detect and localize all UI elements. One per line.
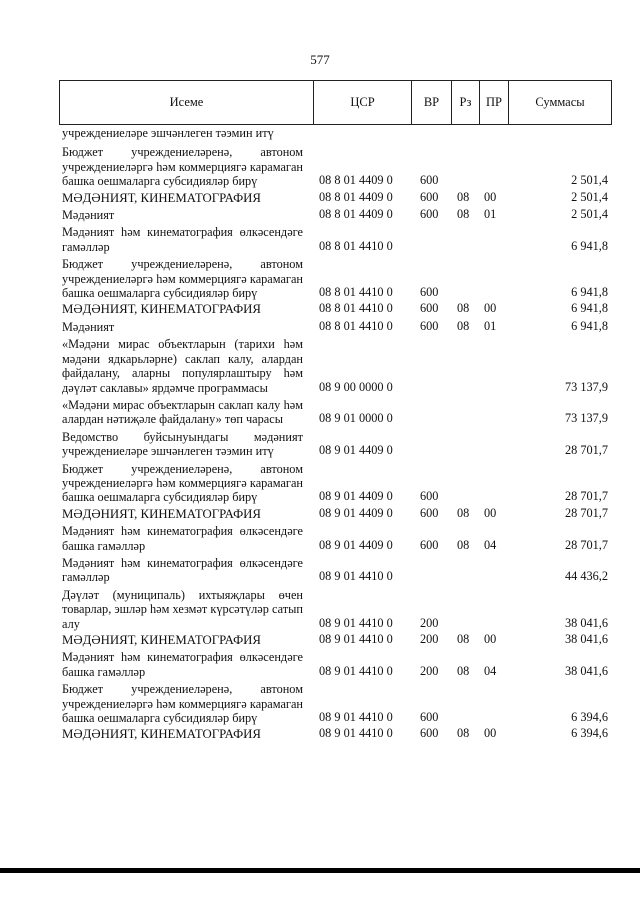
row-vr: 600 [420, 173, 439, 188]
row-vr: 600 [420, 489, 439, 504]
row-csr: 08 9 01 4410 0 [319, 615, 393, 630]
row-name: Бюджет учреждениеләренә, автоном учреждениеләргә һәм коммерциягә карамаган башка оешмаларга субсидияләр бирү [62, 257, 303, 301]
row-pr: 04 [484, 537, 497, 552]
table-row [62, 398, 610, 427]
row-rz: 08 [457, 726, 470, 741]
row-vr: 200 [420, 632, 439, 646]
header-rz: Рз [452, 81, 480, 124]
row-name: «Мәдәни мирас объектларын (тарихи һәм мәдәни ядкарьләрне) саклап калу, алардан файдалану, аларны популярлаштыру һәм дәүләт саклавы» ярдәмче программасы [62, 337, 303, 395]
table-row [62, 633, 610, 647]
row-pr: 00 [484, 505, 497, 520]
row-vr: 600 [420, 710, 439, 725]
table-row [62, 257, 610, 300]
row-vr: 200 [420, 615, 439, 630]
table-row [62, 337, 610, 395]
row-rz: 08 [457, 632, 470, 646]
row-csr: 08 9 01 4410 0 [319, 569, 393, 584]
row-pr: 01 [484, 318, 497, 333]
table-row [62, 556, 610, 585]
row-rz: 08 [457, 505, 470, 520]
row-sum: 28 701,7 [564, 489, 608, 504]
table-row [62, 650, 610, 679]
table-header [59, 80, 612, 125]
row-vr: 600 [420, 301, 439, 316]
table-row [62, 320, 610, 334]
row-sum: 6 394,6 [571, 710, 608, 725]
header-csr: ЦСР [314, 81, 412, 124]
row-sum: 2 501,4 [571, 207, 608, 222]
table-row [62, 430, 610, 459]
bottom-rule [0, 868, 640, 873]
row-name: Мәдәният һәм кинематография өлкәсендәге гамәлләр [62, 555, 303, 585]
row-sum: 2 501,4 [571, 189, 608, 204]
row-name: МӘДӘНИЯТ, КИНЕМАТОГРАФИЯ [62, 727, 261, 742]
row-sum: 38 041,6 [564, 615, 608, 630]
row-sum: 73 137,9 [564, 411, 608, 426]
row-csr: 08 9 01 4409 0 [319, 489, 393, 504]
row-csr: 08 9 01 4410 0 [319, 710, 393, 725]
row-vr: 600 [420, 189, 439, 204]
row-csr: 08 8 01 4410 0 [319, 238, 393, 253]
row-rz: 08 [457, 663, 470, 678]
table-row [62, 191, 610, 205]
row-sum: 6 941,8 [571, 301, 608, 316]
header-vr: ВР [412, 81, 452, 124]
header-name: Исеме [60, 81, 314, 124]
row-sum: 6 941,8 [571, 285, 608, 300]
row-pr: 00 [484, 632, 497, 646]
row-csr: 08 9 01 4409 0 [319, 443, 393, 458]
row-csr: 08 9 00 0000 0 [319, 379, 393, 394]
row-sum: 28 701,7 [564, 537, 608, 552]
row-name: МӘДӘНИЯТ, КИНЕМАТОГРАФИЯ [62, 506, 261, 521]
row-name: «Мәдәни мирас объектларын саклап калу һәм алардан нәтиҗәле файдалану» төп чарасы [62, 397, 303, 427]
row-csr: 08 8 01 4410 0 [319, 318, 393, 333]
page-number: 577 [310, 52, 330, 67]
row-csr: 08 8 01 4409 0 [319, 207, 393, 222]
table-row [62, 225, 610, 254]
row-csr: 08 9 01 4410 0 [319, 632, 393, 646]
table-body [62, 126, 610, 742]
row-name: МӘДӘНИЯТ, КИНЕМАТОГРАФИЯ [62, 190, 261, 205]
table-row [62, 682, 610, 725]
row-csr: 08 9 01 4410 0 [319, 663, 393, 678]
row-sum: 38 041,6 [564, 663, 608, 678]
table-row [62, 462, 610, 505]
table-row [62, 302, 610, 316]
row-name: Мәдәният һәм кинематография өлкәсендәге башка гамәлләр [62, 524, 303, 553]
table-row [62, 507, 610, 521]
row-name: Мәдәният [62, 319, 115, 334]
row-rz: 08 [457, 318, 470, 333]
row-name: Мәдәният [62, 208, 115, 223]
row-name: МӘДӘНИЯТ, КИНЕМАТОГРАФИЯ [62, 633, 261, 647]
row-name: Дәүләт (муниципаль) ихтыяҗлары өчен товарлар, эшләр һәм хезмәт күрсәтүләр сатып алу [62, 587, 303, 631]
row-rz: 08 [457, 207, 470, 222]
row-pr: 00 [484, 726, 497, 741]
row-sum: 6 941,8 [571, 318, 608, 333]
row-vr: 600 [420, 505, 439, 520]
table-row [62, 208, 610, 222]
row-sum: 2 501,4 [571, 173, 608, 188]
row-vr: 600 [420, 537, 439, 552]
row-name: Ведомство буйсынуындагы мәдәният учреждениеләре эшчәнлеген тәэмин итү [62, 429, 303, 459]
row-vr: 600 [420, 285, 439, 300]
row-pr: 00 [484, 301, 497, 316]
row-sum: 73 137,9 [564, 379, 608, 394]
row-name: Бюджет учреждениеләренә, автоном учреждениеләргә һәм коммерциягә карамаган башка оешмаларга субсидияләр бирү [62, 145, 303, 189]
row-vr: 600 [420, 207, 439, 222]
row-name: учреждениеләре эшчәнлеген тәэмин итү [62, 126, 274, 140]
header-sum: Суммасы [535, 95, 585, 109]
table-row [62, 126, 610, 140]
row-sum: 44 436,2 [564, 569, 608, 584]
row-sum: 28 701,7 [564, 505, 608, 520]
row-pr: 00 [484, 189, 497, 204]
header-pr: ПР [480, 81, 509, 124]
row-rz: 08 [457, 537, 470, 552]
row-sum: 6 394,6 [571, 726, 608, 741]
row-vr: 600 [420, 318, 439, 333]
row-name: МӘДӘНИЯТ, КИНЕМАТОГРАФИЯ [62, 302, 261, 317]
table-row [62, 524, 610, 553]
table-row [62, 145, 610, 188]
row-vr: 200 [420, 663, 439, 678]
row-name: Мәдәният һәм кинематография өлкәсендәге гамәлләр [62, 225, 303, 254]
table-row [62, 727, 610, 741]
row-sum: 6 941,8 [571, 238, 608, 253]
row-name: Бюджет учреждениеләренә, автоном учреждениеләргә һәм коммерциягә карамаган башка оешмаларга субсидияләр бирү [62, 461, 303, 505]
row-csr: 08 9 01 4410 0 [319, 726, 393, 741]
row-csr: 08 9 01 0000 0 [319, 411, 393, 426]
row-name: Бюджет учреждениеләренә, автоном учреждениеләргә һәм коммерциягә карамаган башка оешмаларга субсидияләр бирү [62, 682, 303, 726]
row-vr: 600 [420, 726, 439, 741]
row-sum: 38 041,6 [564, 632, 608, 646]
row-pr: 01 [484, 207, 497, 222]
row-pr: 04 [484, 663, 497, 678]
row-csr: 08 8 01 4409 0 [319, 173, 393, 188]
row-rz: 08 [457, 301, 470, 316]
row-sum: 28 701,7 [564, 443, 608, 458]
row-csr: 08 8 01 4410 0 [319, 285, 393, 300]
row-csr: 08 8 01 4409 0 [319, 189, 393, 204]
row-csr: 08 9 01 4409 0 [319, 537, 393, 552]
row-rz: 08 [457, 189, 470, 204]
row-csr: 08 8 01 4410 0 [319, 301, 393, 316]
table-row [62, 588, 610, 631]
row-name: Мәдәният һәм кинематография өлкәсендәге башка гамәлләр [62, 650, 303, 679]
row-csr: 08 9 01 4409 0 [319, 505, 393, 520]
